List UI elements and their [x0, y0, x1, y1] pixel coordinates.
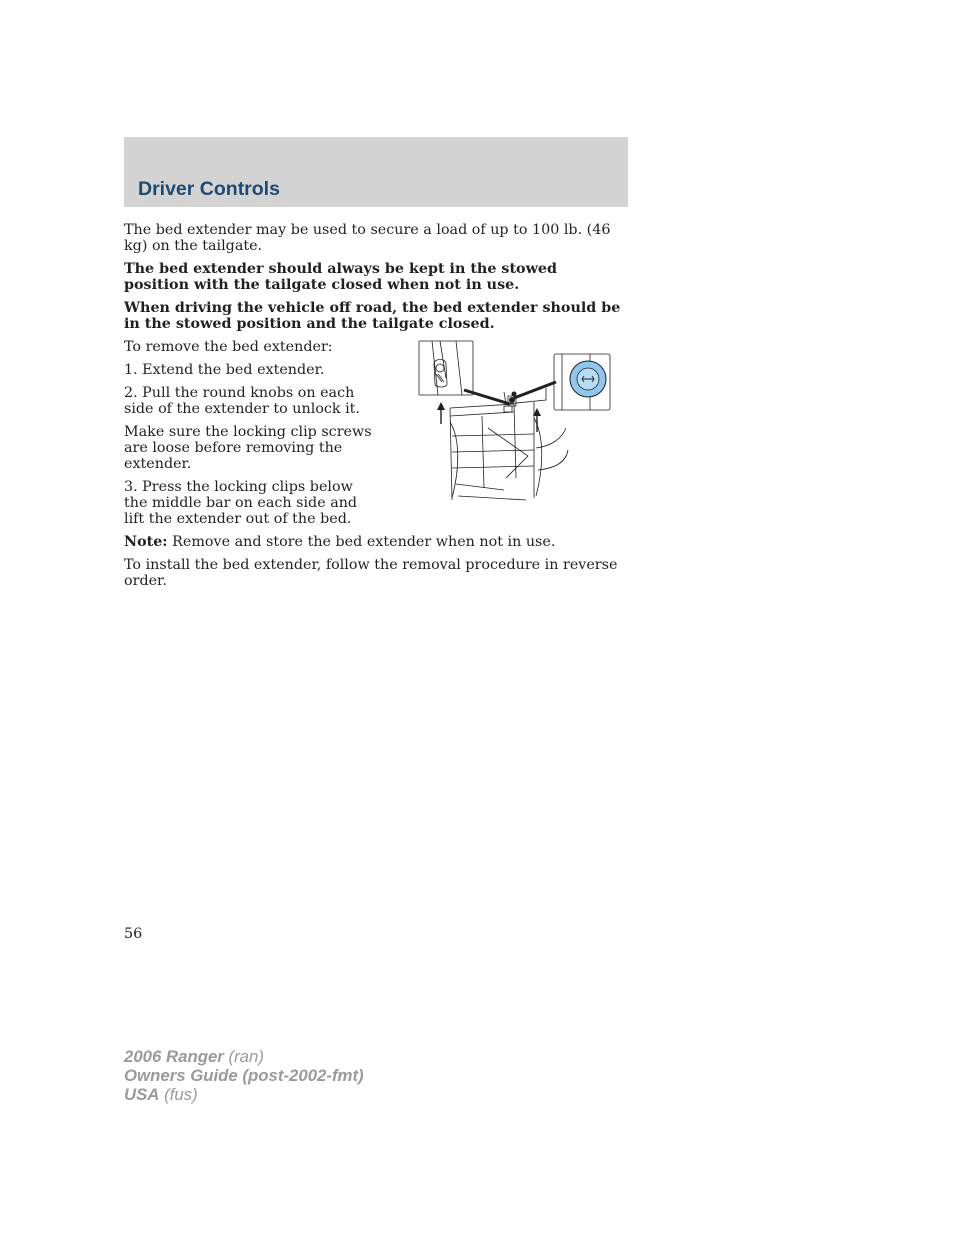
warning-stowed-paragraph: The bed extender should always be kept in the stowed position with the tailgate closed when not in use.	[124, 261, 557, 293]
step-3: 3. Press the locking clips below the middle bar on each side and lift the extender out of the bed.	[124, 479, 358, 527]
bed-extender-illustration	[416, 338, 612, 502]
section-title: Driver Controls	[138, 178, 280, 200]
footer-market-line: USA (fus)	[124, 1085, 198, 1104]
page-number: 56	[124, 926, 143, 942]
note-paragraph	[124, 534, 624, 550]
locking-clip-inset	[419, 341, 473, 395]
intro-paragraph: The bed extender may be used to secure a load of up to 100 lb. (46 kg) on the tailgate.	[124, 222, 611, 254]
clip-screws-note: Make sure the locking clip screws are loose before removing the extender.	[124, 424, 372, 472]
up-arrow-icon	[437, 402, 445, 424]
footer-model-line: 2006 Ranger (ran)	[124, 1047, 264, 1066]
step-2: 2. Pull the round knobs on each side of the extender to unlock it.	[124, 385, 360, 417]
note-label: Note:	[124, 534, 168, 550]
knob-icon	[570, 361, 606, 397]
document-footer	[124, 1047, 364, 1104]
section-header-band	[124, 137, 628, 207]
footer-guide-line: Owners Guide (post-2002-fmt)	[124, 1066, 364, 1085]
warning-offroad-paragraph: When driving the vehicle off road, the bed extender should be in the stowed position and the tailgate closed.	[124, 300, 621, 332]
install-paragraph: To install the bed extender, follow the removal procedure in reverse order.	[124, 557, 618, 589]
remove-intro-paragraph: To remove the bed extender:	[124, 339, 333, 355]
note-text: Remove and store the bed extender when not in use.	[167, 534, 556, 550]
step-1: 1. Extend the bed extender.	[124, 362, 325, 378]
